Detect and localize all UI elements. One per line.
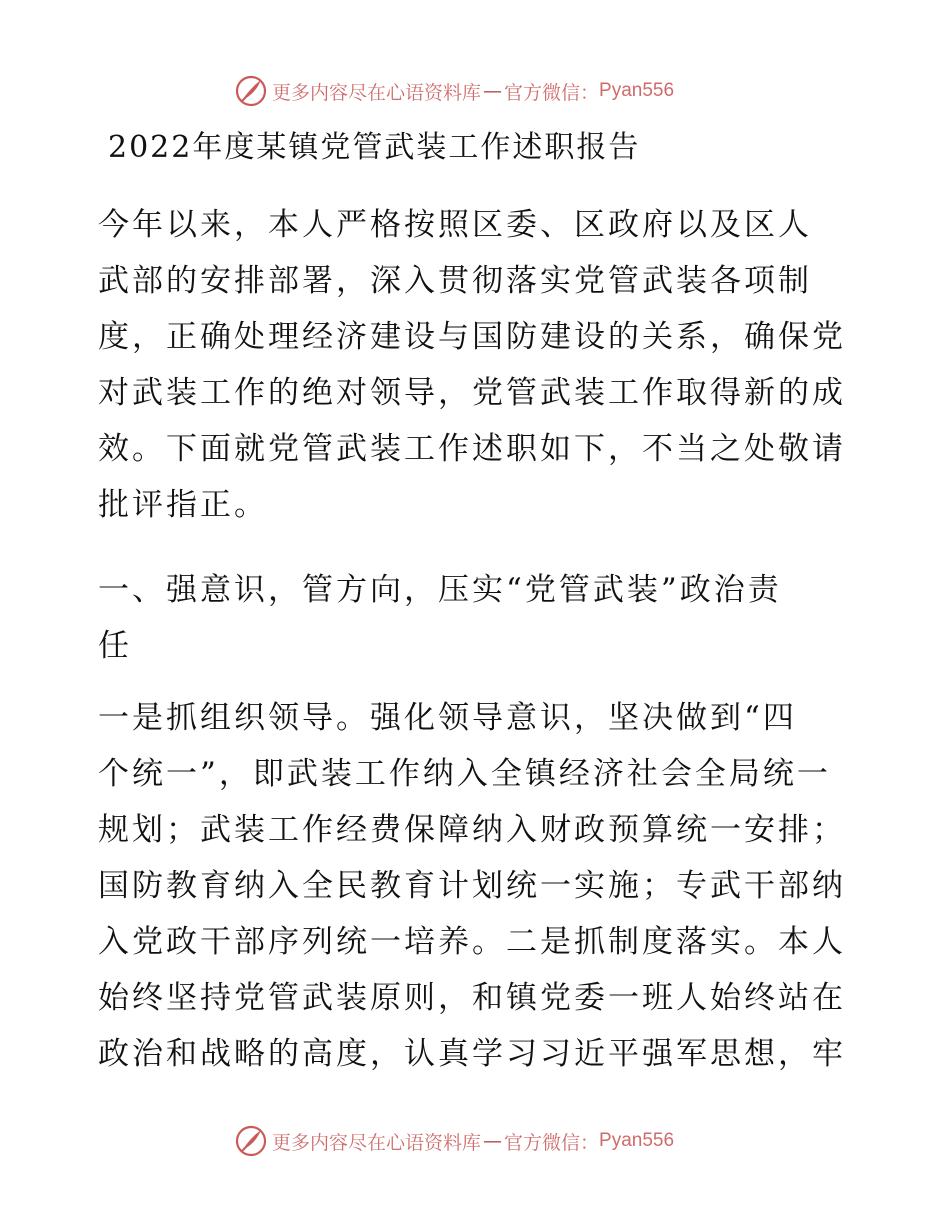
text-line: 度，正确处理经济建设与国防建设的关系，确保党 bbox=[98, 319, 846, 355]
text-line: 一是抓组织领导。强化领导意识，坚决做到“四 bbox=[98, 700, 797, 736]
text-line: 政治和战略的高度，认真学习习近平强军思想，牢 bbox=[98, 1036, 846, 1072]
text-line: 始终坚持党管武装原则，和镇党委一班人始终站在 bbox=[98, 980, 846, 1016]
document-title: 2022年度某镇党管武装工作述职报告 bbox=[108, 130, 641, 165]
text-line: 效。下面就党管武装工作述职如下，不当之处敬请 bbox=[98, 431, 846, 467]
paragraph-organization bbox=[98, 690, 858, 1082]
footer-watermark bbox=[234, 1124, 674, 1158]
watermark-separator: — bbox=[483, 1130, 503, 1152]
text-line: 一、强意识，管方向，压实“党管武装”政治责 bbox=[98, 572, 782, 608]
text-line: 批评指正。 bbox=[98, 487, 268, 523]
text-line: 武部的安排部署，深入贯彻落实党管武装各项制 bbox=[98, 263, 812, 299]
watermark-text: 更多内容尽在心语资料库 bbox=[272, 1131, 482, 1154]
text-line: 个统一”，即武装工作纳入全镇经济社会全局统一 bbox=[98, 756, 831, 792]
watermark-suffix: 官方微信： bbox=[504, 1131, 600, 1154]
watermark-text: 更多内容尽在心语资料库 bbox=[272, 81, 482, 104]
text-line: 任 bbox=[98, 628, 132, 664]
watermark-separator: — bbox=[483, 80, 503, 102]
text-line: 今年以来，本人严格按照区委、区政府以及区人 bbox=[98, 207, 812, 243]
watermark-account: Pyan556 bbox=[599, 1130, 675, 1151]
text-line: 入党政干部序列统一培养。二是抓制度落实。本人 bbox=[98, 924, 846, 960]
text-line: 国防教育纳入全民教育计划统一实施；专武干部纳 bbox=[98, 868, 846, 904]
header-watermark bbox=[234, 74, 674, 108]
paragraph-intro bbox=[98, 197, 858, 533]
text-line: 对武装工作的绝对领导，党管武装工作取得新的成 bbox=[98, 375, 846, 411]
section-heading-one bbox=[98, 562, 858, 674]
quill-logo-icon bbox=[234, 74, 268, 108]
watermark-account: Pyan556 bbox=[599, 80, 675, 101]
watermark-suffix: 官方微信： bbox=[504, 81, 600, 104]
quill-logo-icon bbox=[234, 1124, 268, 1158]
text-line: 规划；武装工作经费保障纳入财政预算统一安排； bbox=[98, 812, 846, 848]
